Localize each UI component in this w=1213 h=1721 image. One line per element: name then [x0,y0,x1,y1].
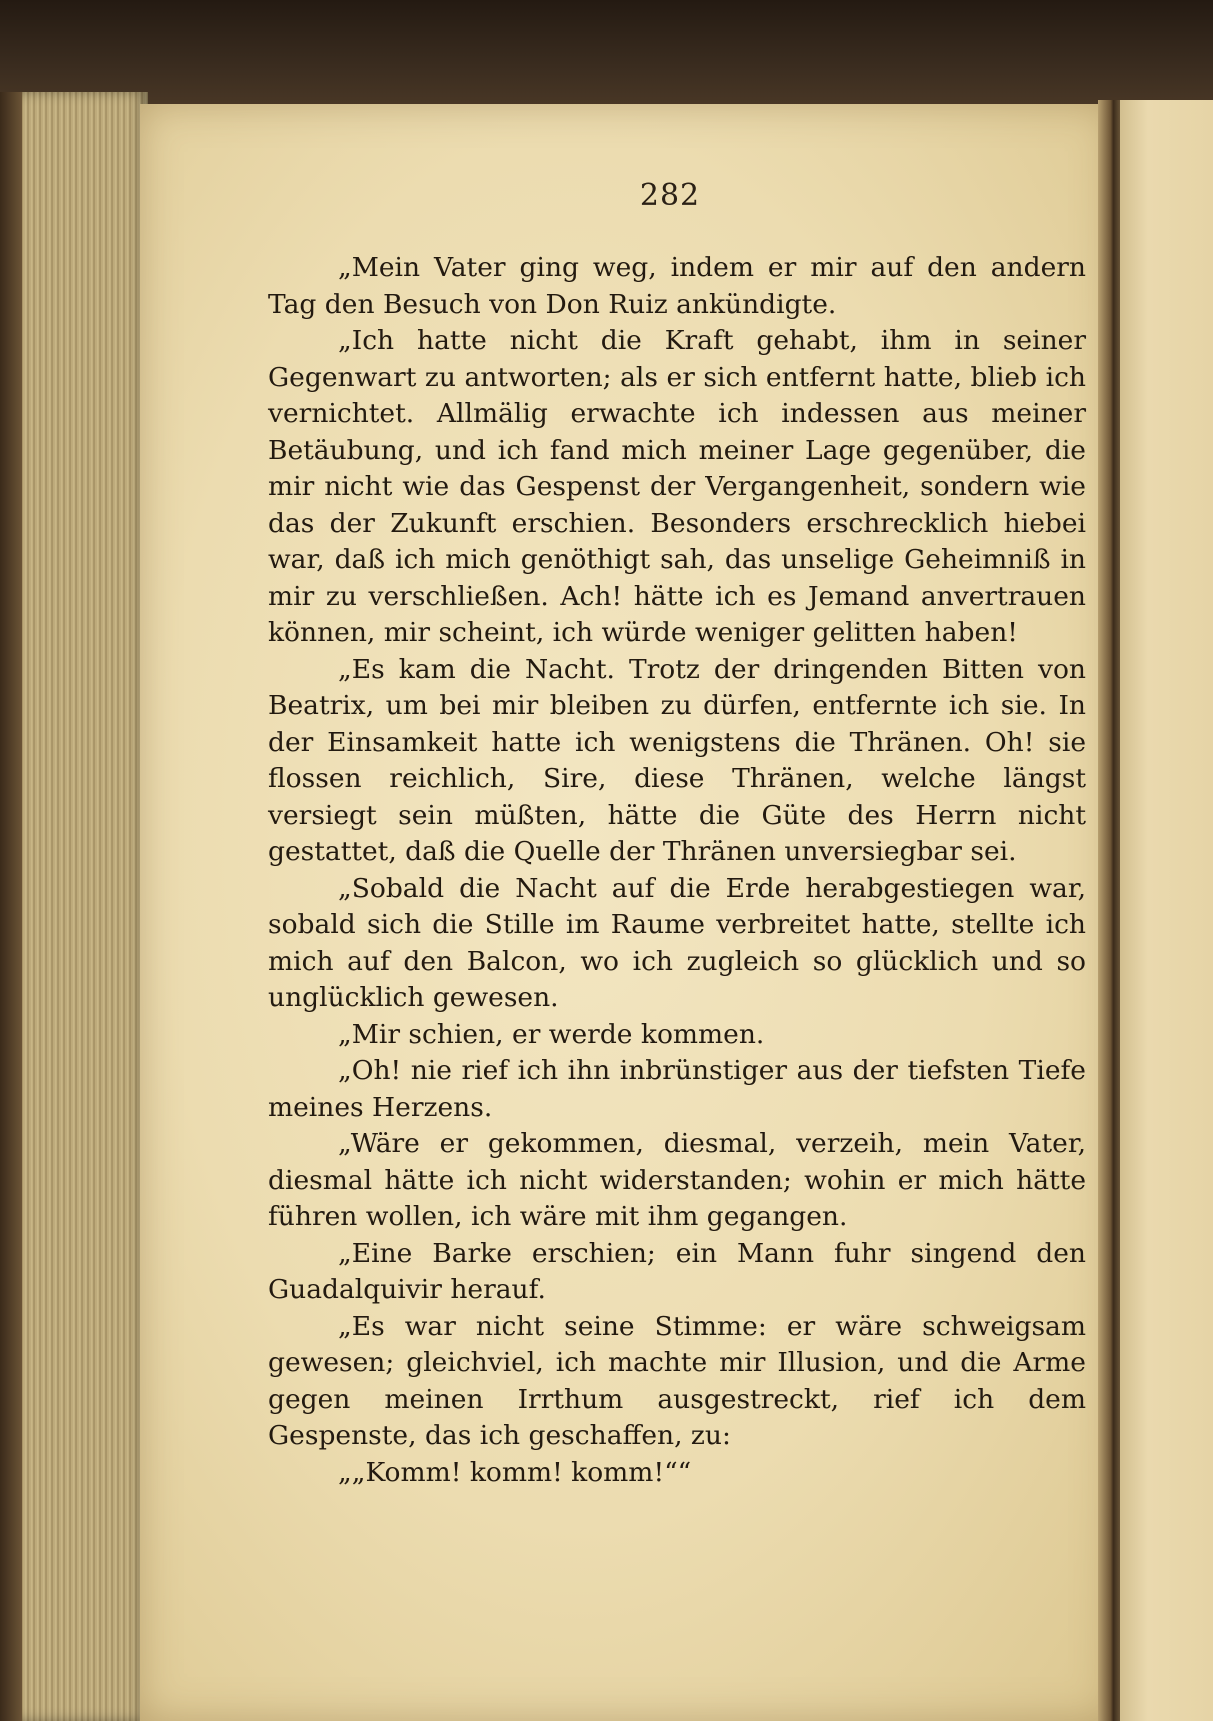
paragraph: „Es kam die Nacht. Trotz der dringenden Bitten von Beatrix, um bei mir bleiben zu dürfen, entfernte ich sie. In der Einsamkeit hatte ich wenigstens die Thränen. Oh! sie flossen reichlich, Sire, diese Thränen, welche längst versiegt sein müßten, hätte die Güte des Herrn nicht gestattet, daß die Quelle der Thränen unversiegbar sei. [268,653,1086,867]
book-cover-top [0,0,1213,110]
paragraph: „Ich hatte nicht die Kraft gehabt, ihm in seiner Gegenwart zu antworten; als er sich entfernt hatte, blieb ich vernichtet. Allmälig erwachte ich indessen aus meiner Betäubung, und ich fand mich meiner Lage gegenüber, die mir nicht wie das Gespenst der Vergangenheit, sondern wie das der Zukunft erschien. Besonders erschrecklich hiebei war, daß ich mich genöthigt sah, das unselige Geheimniß in mir zu verschließen. Ach! hätte ich es Jemand anvertrauen können, mir scheint, ich würde weniger gelitten haben! [268,325,1086,648]
cover-edge [0,92,22,1721]
paragraph: „Eine Barke erschien; ein Mann fuhr singend den Guadalquivir herauf. [268,1237,1086,1305]
page-number: 282 [639,178,701,213]
paragraph: „„Komm! komm! komm!““ [338,1456,692,1488]
paragraph: „Mein Vater ging weg, indem er mir auf den andern Tag den Besuch von Don Ruiz ankündigte. [268,252,1086,320]
right-page [1120,100,1213,1721]
paragraph: „Mir schien, er werde kommen. [338,1018,765,1050]
paragraph: „Oh! nie rief ich ihn inbrünstiger aus der tiefsten Tiefe meines Herzens. [268,1055,1086,1123]
paragraph: „Wäre er gekommen, diesmal, verzeih, mein Vater, diesmal hätte ich nicht widerstanden; wohin er mich hätte führen wollen, ich wäre mit ihm gegangen. [268,1128,1086,1232]
page-edges [0,92,148,1721]
body-text [268,250,1086,1491]
paragraph: „Sobald die Nacht auf die Erde herabgestiegen war, sobald sich die Stille im Raume verbreitet hatte, stellte ich mich auf den Balcon, wo ich zugleich so glücklich und so unglücklich gewesen. [268,872,1086,1013]
paragraph: „Es war nicht seine Stimme: er wäre schweigsam gewesen; gleichviel, ich machte mir Illusion, und die Arme gegen meinen Irrthum ausgestreckt, rief ich dem Gespenste, das ich geschaffen, zu: [268,1310,1086,1451]
